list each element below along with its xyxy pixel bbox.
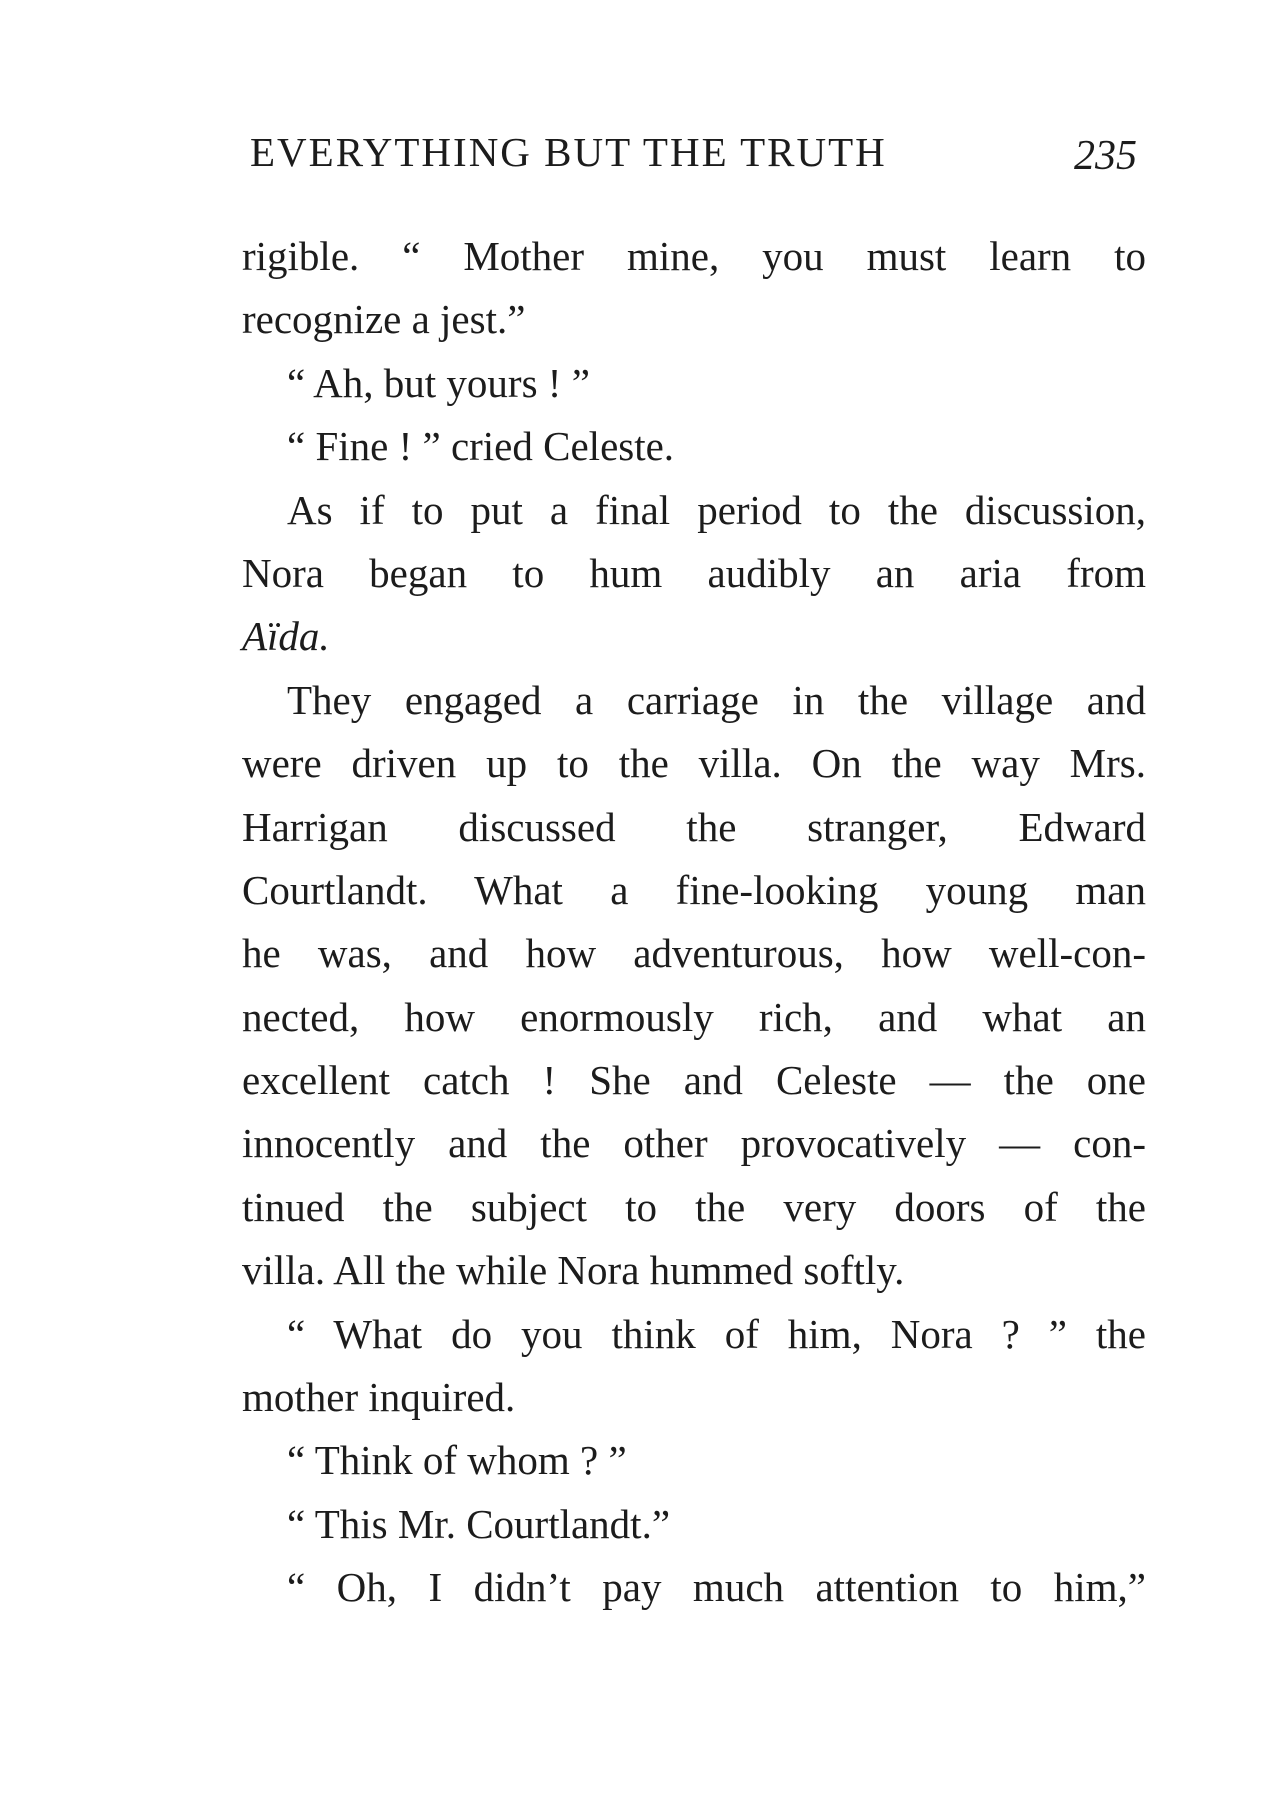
- text-line: nected, how enormously rich, and what an: [242, 993, 1146, 1040]
- text-line: Courtlandt. What a fine-looking young man: [242, 866, 1146, 913]
- text-line: “ Fine ! ” cried Celeste.: [287, 423, 675, 470]
- text-line: excellent catch ! She and Celeste — the one: [242, 1057, 1146, 1104]
- text-line: rigible. “ Mother mine, you must learn to: [242, 233, 1146, 279]
- running-head-title: EVERYTHING BUT THE TRUTH: [250, 129, 887, 175]
- text-line: he was, and how adventurous, how well-con-: [242, 930, 1146, 977]
- text-line: tinued the subject to the very doors of the: [242, 1183, 1146, 1230]
- text-line: They engaged a carriage in the village and: [287, 676, 1146, 723]
- text-line: innocently and the other provocatively — con-: [242, 1120, 1146, 1167]
- text-line: “ What do you think of him, Nora ? ” the: [287, 1310, 1146, 1357]
- text-line: mother inquired.: [242, 1374, 516, 1421]
- text-line: were driven up to the villa. On the way Mrs.: [242, 740, 1146, 787]
- text-line: Harrigan discussed the stranger, Edward: [242, 803, 1146, 850]
- text-line: Aïda.: [242, 613, 330, 660]
- text-line: recognize a jest.”: [242, 296, 526, 343]
- running-head: [250, 128, 1150, 188]
- page-number: 235: [1074, 133, 1137, 179]
- text-line: As if to put a final period to the discussion,: [287, 486, 1146, 533]
- text-line: villa. All the while Nora hummed softly.: [242, 1247, 905, 1294]
- text-line: “ Oh, I didn’t pay much attention to him,”: [287, 1564, 1146, 1611]
- text-line: “ Think of whom ? ”: [287, 1437, 627, 1484]
- text-line: “ Ah, but yours ! ”: [287, 359, 590, 406]
- text-line: Nora began to hum audibly an aria from: [242, 549, 1146, 596]
- body-text: [242, 225, 1146, 1620]
- text-line: “ This Mr. Courtlandt.”: [287, 1500, 671, 1547]
